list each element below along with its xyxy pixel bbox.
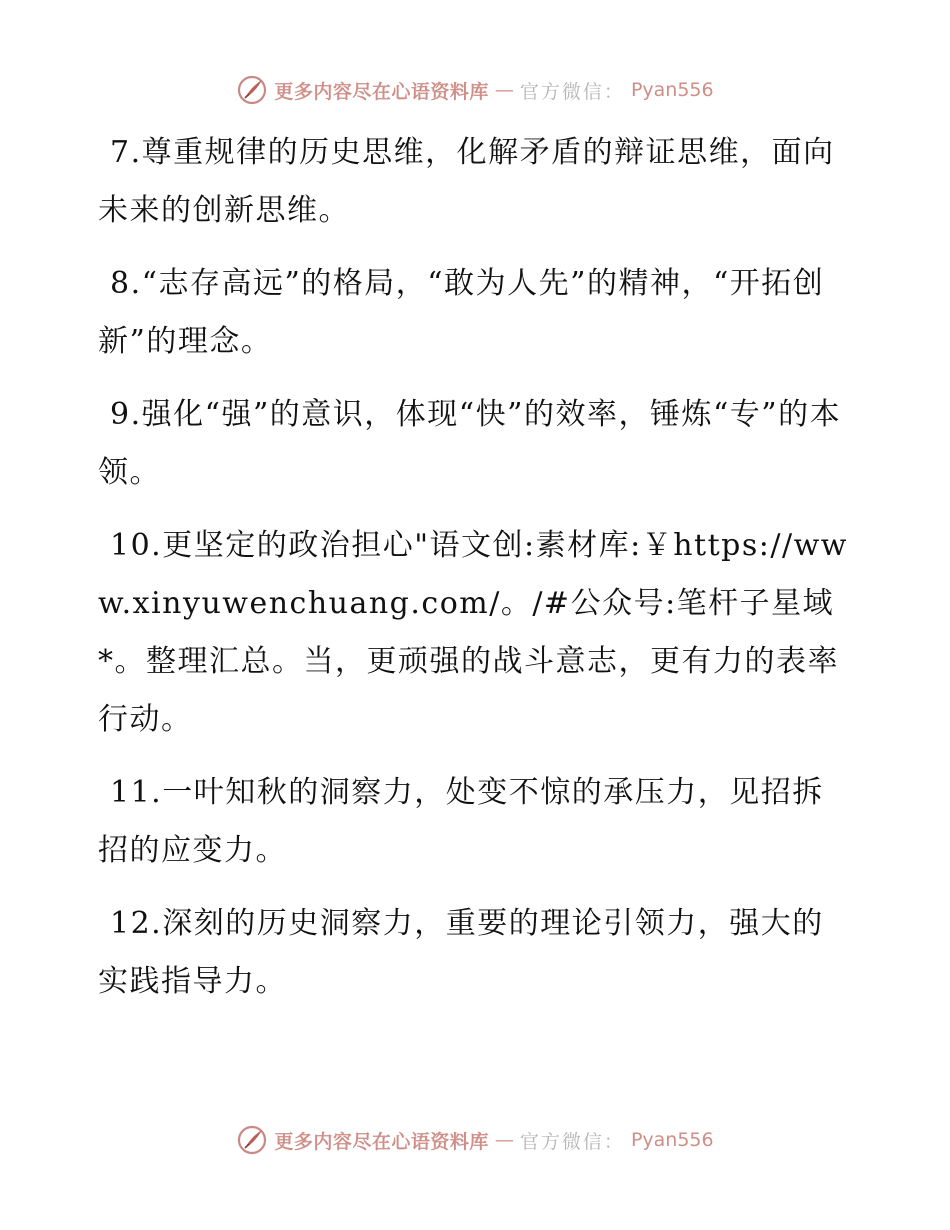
paragraph-7: 7.尊重规律的历史思维，化解矛盾的辩证思维，面向未来的创新思维。 [98,135,835,228]
banner-wechat-id: Pyan556 [630,79,714,101]
footer-banner [0,1122,950,1158]
banner-brand-text: 更多内容尽在心语资料库 [274,80,489,103]
banner-dash: — [494,79,514,101]
banner-wechat-label: 官方微信： [519,80,625,103]
header-banner [0,72,950,108]
banner-wechat-id: Pyan556 [630,1129,714,1151]
banner-wechat-label: 官方微信： [519,1130,625,1153]
feather-pen-logo-icon [236,74,268,106]
paragraph-8: 8.“志存高远”的格局，“敢为人先”的精神，“开拓创新”的理念。 [98,266,825,359]
banner-dash: — [494,1129,514,1151]
paragraph-9: 9.强化“强”的意识，体现“快”的效率，锤炼“专”的本领。 [98,397,842,490]
paragraph-11: 11.一叶知秋的洞察力，处变不惊的承压力，见招拆招的应变力。 [98,775,824,868]
paragraph-12: 12.深刻的历史洞察力，重要的理论引领力，强大的实践指导力。 [98,906,824,999]
banner-brand-text: 更多内容尽在心语资料库 [274,1130,489,1153]
feather-pen-logo-icon [236,1124,268,1156]
paragraph-10: 10.更坚定的政治担心"语文创:素材库:￥https://www.xinyuwenchuang.com/。/#公众号:笔杆子星域*。整理汇总。当，更顽强的战斗意志，更有力的表率行动。 [98,528,848,737]
document-body [98,124,848,1026]
